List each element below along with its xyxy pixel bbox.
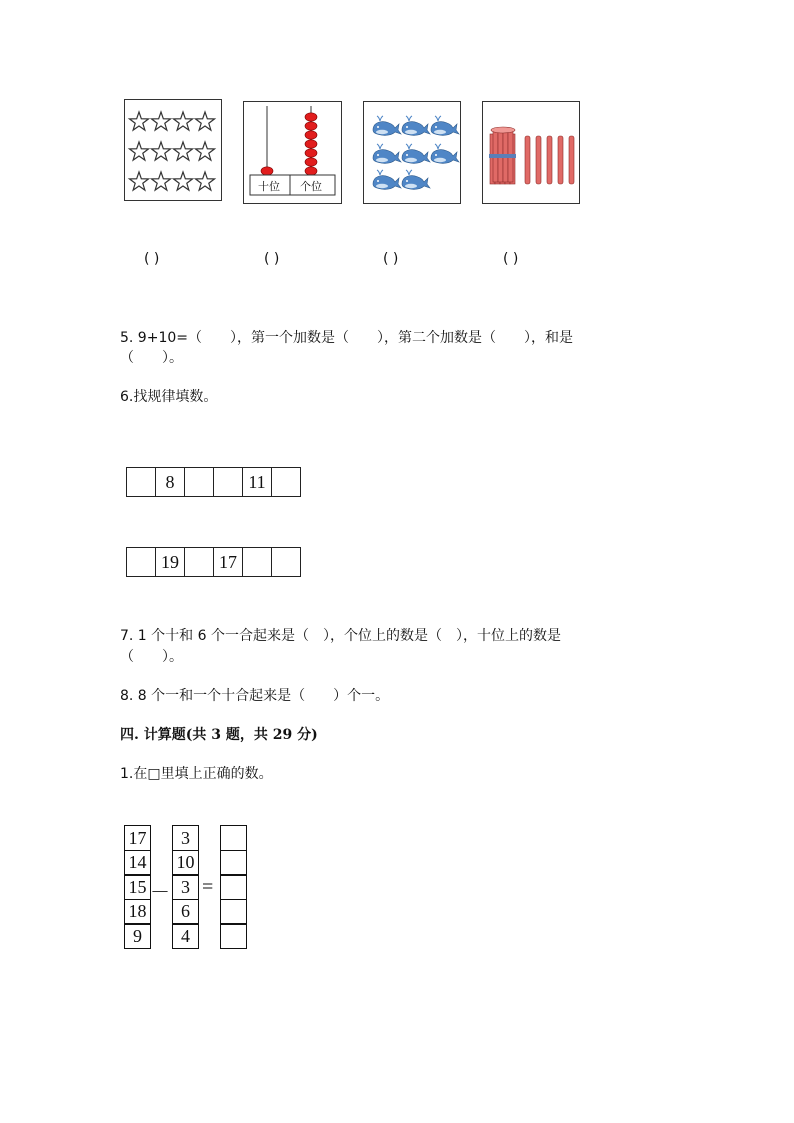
subtrahend-cell: 4 [172, 923, 199, 949]
result-cell[interactable] [220, 923, 247, 949]
minuend-column [124, 825, 151, 949]
minuend-cell: 14 [124, 850, 151, 876]
whale-icon [373, 144, 459, 163]
question-7-line-2: （ ）。 [120, 649, 183, 665]
question-6-text: 6.找规律填数。 [120, 389, 218, 405]
whale-icon [373, 170, 430, 189]
subtrahend-cell: 3 [172, 874, 199, 900]
sequence-cell[interactable] [271, 547, 301, 577]
minuend-cell: 17 [124, 825, 151, 851]
subtrahend-cell: 3 [172, 825, 199, 851]
answer-blank[interactable]: ( ) [503, 251, 519, 267]
star-icon [129, 172, 214, 190]
minuend-cell: 9 [124, 923, 151, 949]
result-cell[interactable] [220, 825, 247, 851]
minus-sign: － [150, 882, 170, 904]
star-icon [129, 112, 214, 130]
result-column [220, 825, 247, 949]
stars-picture [124, 99, 222, 201]
question-5-line-1: 5. 9+10=（ ），第一个加数是（ ），第二个加数是（ ），和是 [120, 330, 573, 346]
sequence-cell[interactable] [126, 547, 156, 577]
sequence-cell[interactable] [126, 467, 156, 497]
tens-label: 十位 [258, 180, 280, 193]
whales-picture [363, 101, 461, 204]
equals-sign: = [202, 876, 214, 898]
answer-blank[interactable]: ( ) [383, 251, 399, 267]
sticks-icon [483, 102, 579, 203]
sequence-cell[interactable] [184, 547, 214, 577]
result-cell[interactable] [220, 874, 247, 900]
sequence-cell[interactable] [271, 467, 301, 497]
result-cell[interactable] [220, 899, 247, 925]
calc-1-text: 1.在□里填上正确的数。 [120, 766, 273, 782]
whale-icon [373, 116, 459, 135]
sticks-picture [482, 101, 580, 204]
answer-blank[interactable]: ( ) [264, 251, 280, 267]
ones-label: 个位 [300, 180, 322, 193]
question-8-text: 8. 8 个一和一个十合起来是（ ）个一。 [120, 688, 390, 704]
section-4-title: 四. 计算题(共 3 题，共 29 分) [120, 727, 318, 743]
sequence-cell[interactable] [184, 467, 214, 497]
whale-grid [364, 102, 460, 203]
abacus-picture [243, 101, 342, 204]
sequence-cell: 19 [155, 547, 185, 577]
answer-blank[interactable]: ( ) [144, 251, 160, 267]
subtrahend-column [172, 825, 199, 949]
sequence-cell: 17 [213, 547, 243, 577]
sequence-row-2 [126, 547, 301, 577]
minuend-cell: 18 [124, 899, 151, 925]
subtrahend-cell: 6 [172, 899, 199, 925]
subtrahend-cell: 10 [172, 850, 199, 876]
star-grid [125, 100, 221, 200]
star-icon [129, 142, 214, 160]
question-5-line-2: （ ）。 [120, 350, 183, 366]
single-sticks [525, 136, 574, 184]
sequence-cell: 11 [242, 467, 272, 497]
result-cell[interactable] [220, 850, 247, 876]
question-7-line-1: 7. 1 个十和 6 个一合起来是（ ），个位上的数是（ ），十位上的数是 [120, 628, 561, 644]
sequence-cell[interactable] [213, 467, 243, 497]
sequence-cell: 8 [155, 467, 185, 497]
minuend-cell: 15 [124, 874, 151, 900]
sequence-cell[interactable] [242, 547, 272, 577]
sequence-row-1 [126, 467, 301, 497]
